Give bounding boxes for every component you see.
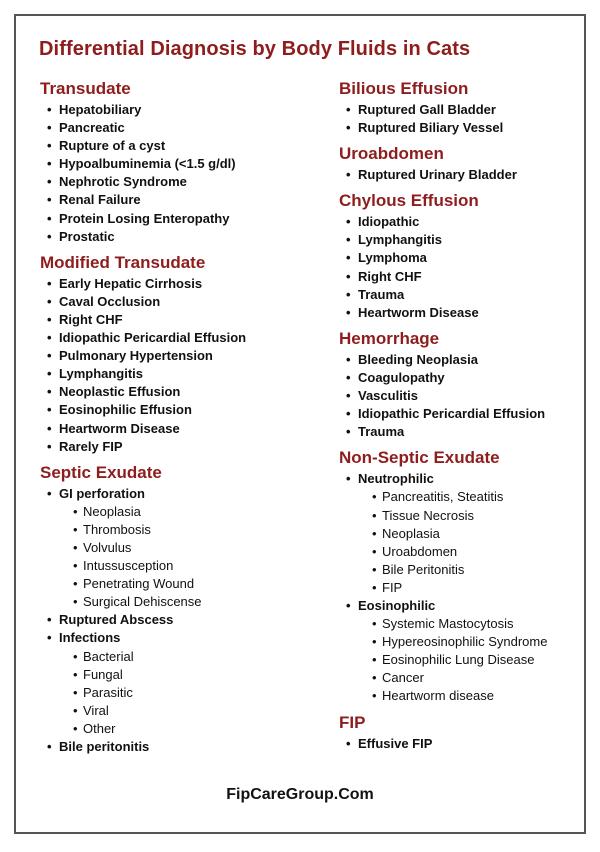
item-list xyxy=(339,213,584,322)
sub-list-item: • Volvulus xyxy=(40,539,330,557)
list-item: • Heartworm Disease xyxy=(40,420,330,438)
section-title: FIP xyxy=(339,712,366,732)
list-item: • Caval Occlusion xyxy=(40,293,330,311)
sub-list-item: • Neoplasia xyxy=(339,525,584,543)
sub-list-item: • Parasitic xyxy=(40,684,330,702)
list-item: • Vasculitis xyxy=(339,387,584,405)
list-item: • Pulmonary Hypertension xyxy=(40,347,330,365)
section-chylous-effusion xyxy=(339,190,584,322)
list-item: • Idiopathic Pericardial Effusion xyxy=(339,405,584,423)
list-item: • Lymphangitis xyxy=(40,365,330,383)
section-title: Bilious Effusion xyxy=(339,79,469,98)
item-list xyxy=(339,351,584,441)
list-item: • Neoplastic Effusion xyxy=(40,383,330,401)
sub-list-item: • Thrombosis xyxy=(40,521,330,539)
list-item: • Right CHF xyxy=(40,311,330,329)
section-bilious-effusion xyxy=(339,78,584,137)
list-item: • Heartworm Disease xyxy=(339,304,584,322)
section-non-septic-exudate xyxy=(339,447,584,705)
sub-list-item: • Surgical Dehiscense xyxy=(40,593,330,611)
list-item: • Nephrotic Syndrome xyxy=(40,173,330,191)
sub-list-item: • Eosinophilic Lung Disease xyxy=(339,651,584,669)
document-title: Differential Diagnosis by Body Fluids in Cats xyxy=(39,38,471,60)
list-item: • Rupture of a cyst xyxy=(40,137,330,155)
item-list xyxy=(40,275,330,456)
section-title: Non-Septic Exudate xyxy=(339,448,500,468)
section-title: Septic Exudate xyxy=(40,462,162,482)
list-item: • Early Hepatic Cirrhosis xyxy=(40,275,330,293)
sub-list-item: • Viral xyxy=(40,702,330,720)
list-item: • Ruptured Urinary Bladder xyxy=(339,166,584,184)
list-item: • GI perforation xyxy=(40,485,330,503)
list-item: • Hepatobiliary xyxy=(40,101,330,119)
sub-list-item: • Penetrating Wound xyxy=(40,575,330,593)
sub-list-item: • Hypereosinophilic Syndrome xyxy=(339,633,584,651)
section-fip xyxy=(339,712,584,753)
list-item: • Lymphoma xyxy=(339,249,584,267)
sub-list-item: • Tissue Necrosis xyxy=(339,507,584,525)
sub-list-item: • Heartworm disease xyxy=(339,687,584,705)
sub-list-item: • Fungal xyxy=(40,666,330,684)
right-column xyxy=(339,78,584,759)
sub-list-item: • Intussusception xyxy=(40,557,330,575)
section-title: Transudate xyxy=(40,79,131,98)
section-title: Hemorrhage xyxy=(339,328,440,348)
list-item: • Trauma xyxy=(339,286,584,304)
list-item: • Protein Losing Enteropathy xyxy=(40,210,330,228)
section-septic-exudate xyxy=(40,462,330,756)
list-item: • Lymphangitis xyxy=(339,231,584,249)
list-item: • Eosinophilic Effusion xyxy=(40,401,330,419)
list-item: • Idiopathic Pericardial Effusion xyxy=(40,329,330,347)
list-item: • Coagulopathy xyxy=(339,369,584,387)
left-column xyxy=(40,78,330,762)
section-title: Uroabdomen xyxy=(339,144,444,164)
section-modified-transudate xyxy=(40,252,330,456)
section-title: Chylous Effusion xyxy=(339,191,479,211)
list-item: • Pancreatic xyxy=(40,119,330,137)
sub-list-item: • Cancer xyxy=(339,669,584,687)
section-transudate xyxy=(40,78,330,246)
sub-list-item: • Bile Peritonitis xyxy=(339,561,584,579)
item-list xyxy=(339,101,584,137)
sub-list-item: • Pancreatitis, Steatitis xyxy=(339,488,584,506)
list-item: • Renal Failure xyxy=(40,191,330,209)
list-item: • Right CHF xyxy=(339,268,584,286)
list-item: • Neutrophilic xyxy=(339,470,584,488)
list-item: • Eosinophilic xyxy=(339,597,584,615)
item-list xyxy=(40,485,330,756)
list-item: • Trauma xyxy=(339,423,584,441)
list-item: • Ruptured Abscess xyxy=(40,611,330,629)
list-item: • Rarely FIP xyxy=(40,438,330,456)
item-list xyxy=(339,470,584,705)
section-hemorrhage xyxy=(339,328,584,441)
sub-list-item: • Other xyxy=(40,720,330,738)
item-list xyxy=(339,735,584,753)
sub-list-item: • Neoplasia xyxy=(40,503,330,521)
list-item: • Bile peritonitis xyxy=(40,738,330,756)
section-uroabdomen xyxy=(339,143,584,184)
list-item: • Infections xyxy=(40,629,330,647)
sub-list-item: • Systemic Mastocytosis xyxy=(339,615,584,633)
item-list xyxy=(339,166,584,184)
list-item: • Ruptured Biliary Vessel xyxy=(339,119,584,137)
sub-list-item: • Uroabdomen xyxy=(339,543,584,561)
list-item: • Ruptured Gall Bladder xyxy=(339,101,584,119)
list-item: • Effusive FIP xyxy=(339,735,584,753)
list-item: • Prostatic xyxy=(40,228,330,246)
section-title: Modified Transudate xyxy=(40,252,206,272)
sub-list-item: • FIP xyxy=(339,579,584,597)
list-item: • Hypoalbuminemia (<1.5 g/dl) xyxy=(40,155,330,173)
item-list xyxy=(40,101,330,246)
footer-website: FipCareGroup.Com xyxy=(226,786,374,803)
list-item: • Idiopathic xyxy=(339,213,584,231)
sub-list-item: • Bacterial xyxy=(40,648,330,666)
list-item: • Bleeding Neoplasia xyxy=(339,351,584,369)
